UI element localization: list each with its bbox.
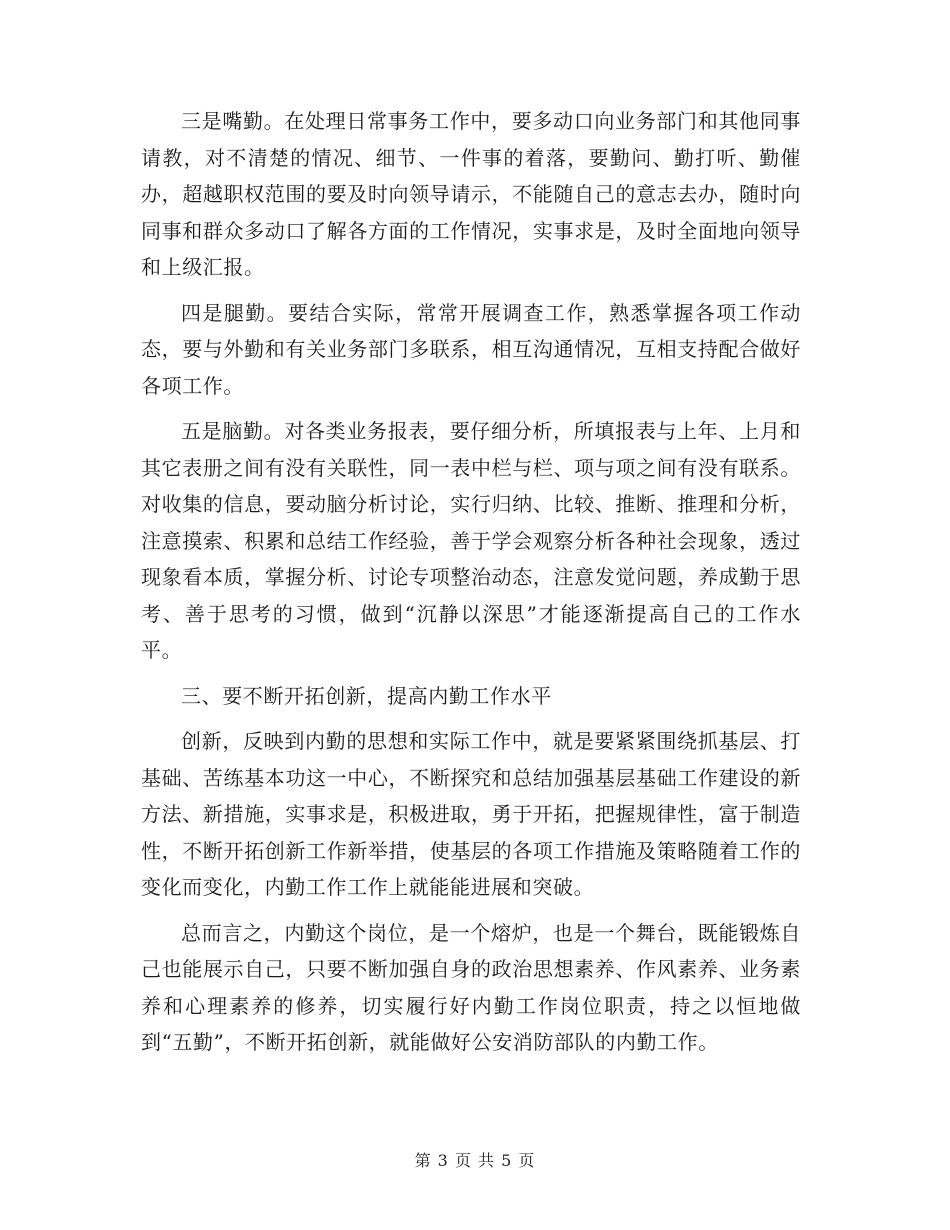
paragraph-conclusion: 总而言之，内勤这个岗位，是一个熔炉，也是一个舞台，既能锻炼自己也能展示自己，只要不断加强自身的政治思想素养、作风素养、业务素养和心理素养的修养，切实履行好内勤工作岗位职责，持之以恒地做到“五勤”，不断开拓创新，就能做好公安消防部队的内勤工作。 bbox=[141, 920, 801, 1054]
section-heading: 三、要不断开拓创新，提高内勤工作水平 bbox=[181, 683, 552, 708]
paragraph-mouth-diligence: 三是嘴勤。在处理日常事务工作中，要多动口向业务部门和其他同事请教，对不清楚的情况、细节、一件事的着落，要勤问、勤打听、勤催办，超越职权范围的要及时向领导请示，不能随自己的意志去办，随时向同事和群众多动口了解各方面的工作情况，实事求是，及时全面地向领导和上级汇报。 bbox=[141, 109, 801, 279]
paragraph-innovation: 创新，反映到内勤的思想和实际工作中，就是要紧紧围绕抓基层、打基础、苦练基本功这一中心，不断探究和总结加强基层基础工作建设的新方法、新措施，实事求是，积极进取，勇于开拓，把握规律性，富于制造性，不断开拓创新工作新举措，使基层的各项工作措施及策略随着工作的变化而变化，内勤工作工作上就能能进展和突破。 bbox=[141, 729, 801, 899]
paragraph-leg-diligence: 四是腿勤。要结合实际，常常开展调查工作，熟悉掌握各项工作动态，要与外勤和有关业务部门多联系，相互沟通情况，互相支持配合做好各项工作。 bbox=[141, 300, 801, 398]
paragraph-brain-diligence: 五是脑勤。对各类业务报表，要仔细分析，所填报表与上年、上月和其它表册之间有没有关联性，同一表中栏与栏、项与项之间有没有联系。对收集的信息，要动脑分析讨论，实行归纳、比较、推断、推理和分析，注意摸索、积累和总结工作经验，善于学会观察分析各种社会现象，透过现象看本质，掌握分析、讨论专项整治动态，注意发觉问题，养成勤于思考、善于思考的习惯，做到“沉静以深思”才能逐渐提高自己的工作水平。 bbox=[141, 419, 801, 662]
page-number-footer: 第 3 页 共 5 页 bbox=[414, 1151, 536, 1170]
document-body bbox=[141, 103, 801, 1070]
